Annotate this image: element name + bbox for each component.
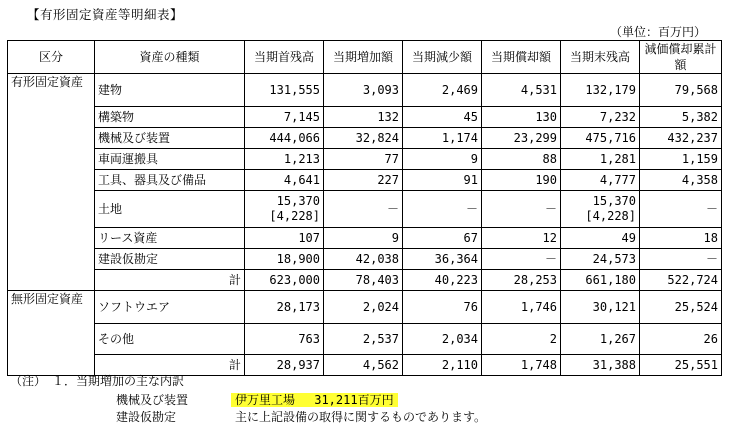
- value-text: 88: [542, 151, 557, 166]
- total-value-cell: 661,180: [561, 270, 640, 291]
- value-cell: [324, 249, 403, 270]
- header-decrease: 当期減少額: [403, 41, 482, 74]
- value-cell: [403, 191, 482, 228]
- value-cell: [640, 228, 722, 249]
- note-header: （注） １．当期増加の主な内訳: [10, 374, 185, 388]
- value-cell: [561, 128, 640, 149]
- value-cell: [403, 249, 482, 270]
- value-cell: [640, 249, 722, 270]
- value-cell: [403, 149, 482, 170]
- table-body: [8, 74, 722, 376]
- value-text: 76: [463, 299, 478, 314]
- value-cell: [324, 170, 403, 191]
- value-text: 4,531: [520, 82, 557, 97]
- value-cell: [482, 170, 561, 191]
- value-text: 2,024: [362, 299, 399, 314]
- table-row: [8, 191, 722, 228]
- value-text: 5,382: [681, 109, 718, 124]
- value-cell: [324, 128, 403, 149]
- value-cell: [561, 249, 640, 270]
- asset-name-cell: 建設仮勘定: [95, 249, 245, 270]
- total-label-cell: 計: [95, 355, 245, 376]
- total-value-cell: 28,253: [482, 270, 561, 291]
- value-cell: [482, 324, 561, 355]
- value-cell: [482, 128, 561, 149]
- value-cell: [482, 291, 561, 324]
- value-text: －: [386, 201, 399, 216]
- value-text: 77: [384, 151, 399, 166]
- header-accumulated-depreciation: 減価償却累計額: [640, 41, 722, 74]
- value-text: 4,358: [681, 172, 718, 187]
- asset-name-cell: ソフトウエア: [95, 291, 245, 324]
- value-text: 432,237: [667, 130, 718, 145]
- value-cell: [324, 191, 403, 228]
- value-text: 23,299: [513, 130, 557, 145]
- total-value-cell: 78,403: [324, 270, 403, 291]
- total-value-cell: 25,551: [640, 355, 722, 376]
- value-cell: [403, 228, 482, 249]
- table-row: [8, 149, 722, 170]
- category-cell: 有形固定資産: [8, 74, 95, 291]
- document-title: 【有形固定資産等明細表】: [27, 7, 184, 22]
- value-text: 36,364: [434, 251, 478, 266]
- value-cell: [561, 149, 640, 170]
- table-row: [8, 291, 722, 324]
- table-row: [8, 107, 722, 128]
- value-text: 132,179: [585, 82, 636, 97]
- value-text: 9: [470, 151, 478, 166]
- unit-label: （単位：百万円）: [609, 25, 706, 39]
- total-value-cell: 2,110: [403, 355, 482, 376]
- asset-name-cell: その他: [95, 324, 245, 355]
- value-cell: [324, 228, 403, 249]
- value-text: －: [544, 251, 557, 266]
- value-cell: [245, 149, 324, 170]
- value-cell: [403, 324, 482, 355]
- value-text: 763: [298, 331, 320, 346]
- value-text: 91: [463, 172, 478, 187]
- total-value-cell: 40,223: [403, 270, 482, 291]
- value-text: 32,824: [355, 130, 399, 145]
- value-cell: [640, 74, 722, 107]
- value-cell: [482, 228, 561, 249]
- value-cell: [245, 249, 324, 270]
- header-asset-type: 資産の種類: [95, 41, 245, 74]
- value-cell: [245, 324, 324, 355]
- value-text: 4,777: [599, 172, 636, 187]
- value-text: 28,173: [276, 299, 320, 314]
- value-text: 12: [542, 230, 557, 245]
- header-opening-balance: 当期首残高: [245, 41, 324, 74]
- value-cell: [561, 74, 640, 107]
- value-text: 1,159: [681, 151, 718, 166]
- asset-name-cell: 建物: [95, 74, 245, 107]
- value-text: 4,641: [283, 172, 320, 187]
- value-cell: [324, 107, 403, 128]
- value-cell: [640, 128, 722, 149]
- value-text: 26: [703, 331, 718, 346]
- value-cell: [403, 107, 482, 128]
- value-cell: [403, 74, 482, 107]
- value-cell: [403, 128, 482, 149]
- value-subtext: [4,228]: [269, 209, 320, 223]
- value-cell: [324, 324, 403, 355]
- value-text: 67: [463, 230, 478, 245]
- value-text: 130: [535, 109, 557, 124]
- value-text: 79,568: [674, 82, 718, 97]
- value-cell: [245, 74, 324, 107]
- value-text: 131,555: [269, 82, 320, 97]
- asset-name-cell: 機械及び装置: [95, 128, 245, 149]
- value-text: 7,145: [283, 109, 320, 124]
- value-text: 1,281: [599, 151, 636, 166]
- value-text: －: [705, 201, 718, 216]
- total-value-cell: 31,388: [561, 355, 640, 376]
- value-cell: [640, 170, 722, 191]
- value-text: 1,213: [283, 151, 320, 166]
- value-text: 25,524: [674, 299, 718, 314]
- value-text: 24,573: [592, 251, 636, 266]
- value-text: 2,469: [441, 82, 478, 97]
- value-text: 107: [298, 230, 320, 245]
- value-text: 18,900: [276, 251, 320, 266]
- value-text: 30,121: [592, 299, 636, 314]
- value-cell: [482, 191, 561, 228]
- value-cell: [561, 107, 640, 128]
- value-cell: [482, 249, 561, 270]
- value-text: 1,746: [520, 299, 557, 314]
- value-cell: [245, 170, 324, 191]
- value-cell: [324, 291, 403, 324]
- value-text: 7,232: [599, 109, 636, 124]
- table-row: [8, 128, 722, 149]
- value-cell: [561, 324, 640, 355]
- value-cell: [640, 291, 722, 324]
- value-text: －: [465, 201, 478, 216]
- note-text-machinery: 伊万里工場 31,211百万円: [231, 393, 398, 407]
- asset-name-cell: 構築物: [95, 107, 245, 128]
- value-text: 2,034: [441, 331, 478, 346]
- value-text: 15,370: [276, 194, 320, 208]
- asset-name-cell: 工具、器具及び備品: [95, 170, 245, 191]
- value-cell: [640, 149, 722, 170]
- value-text: －: [705, 251, 718, 266]
- value-text: 132: [377, 109, 399, 124]
- value-text: 227: [377, 172, 399, 187]
- value-cell: [245, 191, 324, 228]
- value-cell: [403, 170, 482, 191]
- value-text: 2,537: [362, 331, 399, 346]
- header-category: 区分: [8, 41, 95, 74]
- value-cell: [561, 191, 640, 228]
- table-row: [8, 324, 722, 355]
- value-cell: [245, 107, 324, 128]
- value-cell: [561, 228, 640, 249]
- value-cell: [324, 149, 403, 170]
- header-row: [8, 41, 722, 74]
- header-closing-balance: 当期末残高: [561, 41, 640, 74]
- value-text: 3,093: [362, 82, 399, 97]
- value-cell: [482, 149, 561, 170]
- value-cell: [245, 291, 324, 324]
- total-label-cell: 計: [95, 270, 245, 291]
- total-value-cell: 623,000: [245, 270, 324, 291]
- value-text: 475,716: [585, 130, 636, 145]
- header-increase: 当期増加額: [324, 41, 403, 74]
- category-cell: 無形固定資産: [8, 291, 95, 376]
- value-text: 444,066: [269, 130, 320, 145]
- table-row: [8, 249, 722, 270]
- total-row: [8, 270, 722, 291]
- header-depreciation: 当期償却額: [482, 41, 561, 74]
- value-text: －: [544, 201, 557, 216]
- total-value-cell: 4,562: [324, 355, 403, 376]
- value-text: 190: [535, 172, 557, 187]
- value-text: 2: [549, 331, 557, 346]
- total-value-cell: 28,937: [245, 355, 324, 376]
- asset-name-cell: 土地: [95, 191, 245, 228]
- value-cell: [324, 74, 403, 107]
- value-cell: [640, 324, 722, 355]
- value-text: 9: [391, 230, 399, 245]
- value-cell: [245, 228, 324, 249]
- note-label-machinery: 機械及び装置: [116, 393, 189, 407]
- note-text-construction: 主に上記設備の取得に関するものであります。: [235, 410, 487, 424]
- value-text: 49: [621, 230, 636, 245]
- value-cell: [561, 291, 640, 324]
- asset-name-cell: 車両運搬具: [95, 149, 245, 170]
- table-row: [8, 170, 722, 191]
- asset-schedule-table: [7, 40, 722, 376]
- value-cell: [640, 107, 722, 128]
- value-cell: [640, 191, 722, 228]
- total-value-cell: 1,748: [482, 355, 561, 376]
- table-row: [8, 228, 722, 249]
- note-label-construction: 建設仮勘定: [116, 410, 177, 424]
- value-text: 42,038: [355, 251, 399, 266]
- value-cell: [482, 107, 561, 128]
- asset-name-cell: リース資産: [95, 228, 245, 249]
- note-text-machinery-wrap: [231, 391, 398, 408]
- table-row: [8, 74, 722, 107]
- value-text: 45: [463, 109, 478, 124]
- value-text: 18: [703, 230, 718, 245]
- value-cell: [245, 128, 324, 149]
- value-cell: [403, 291, 482, 324]
- value-cell: [482, 74, 561, 107]
- value-text: 1,267: [599, 331, 636, 346]
- value-text: 15,370: [592, 194, 636, 208]
- value-subtext: [4,228]: [585, 209, 636, 223]
- value-text: 1,174: [441, 130, 478, 145]
- total-value-cell: 522,724: [640, 270, 722, 291]
- value-cell: [561, 170, 640, 191]
